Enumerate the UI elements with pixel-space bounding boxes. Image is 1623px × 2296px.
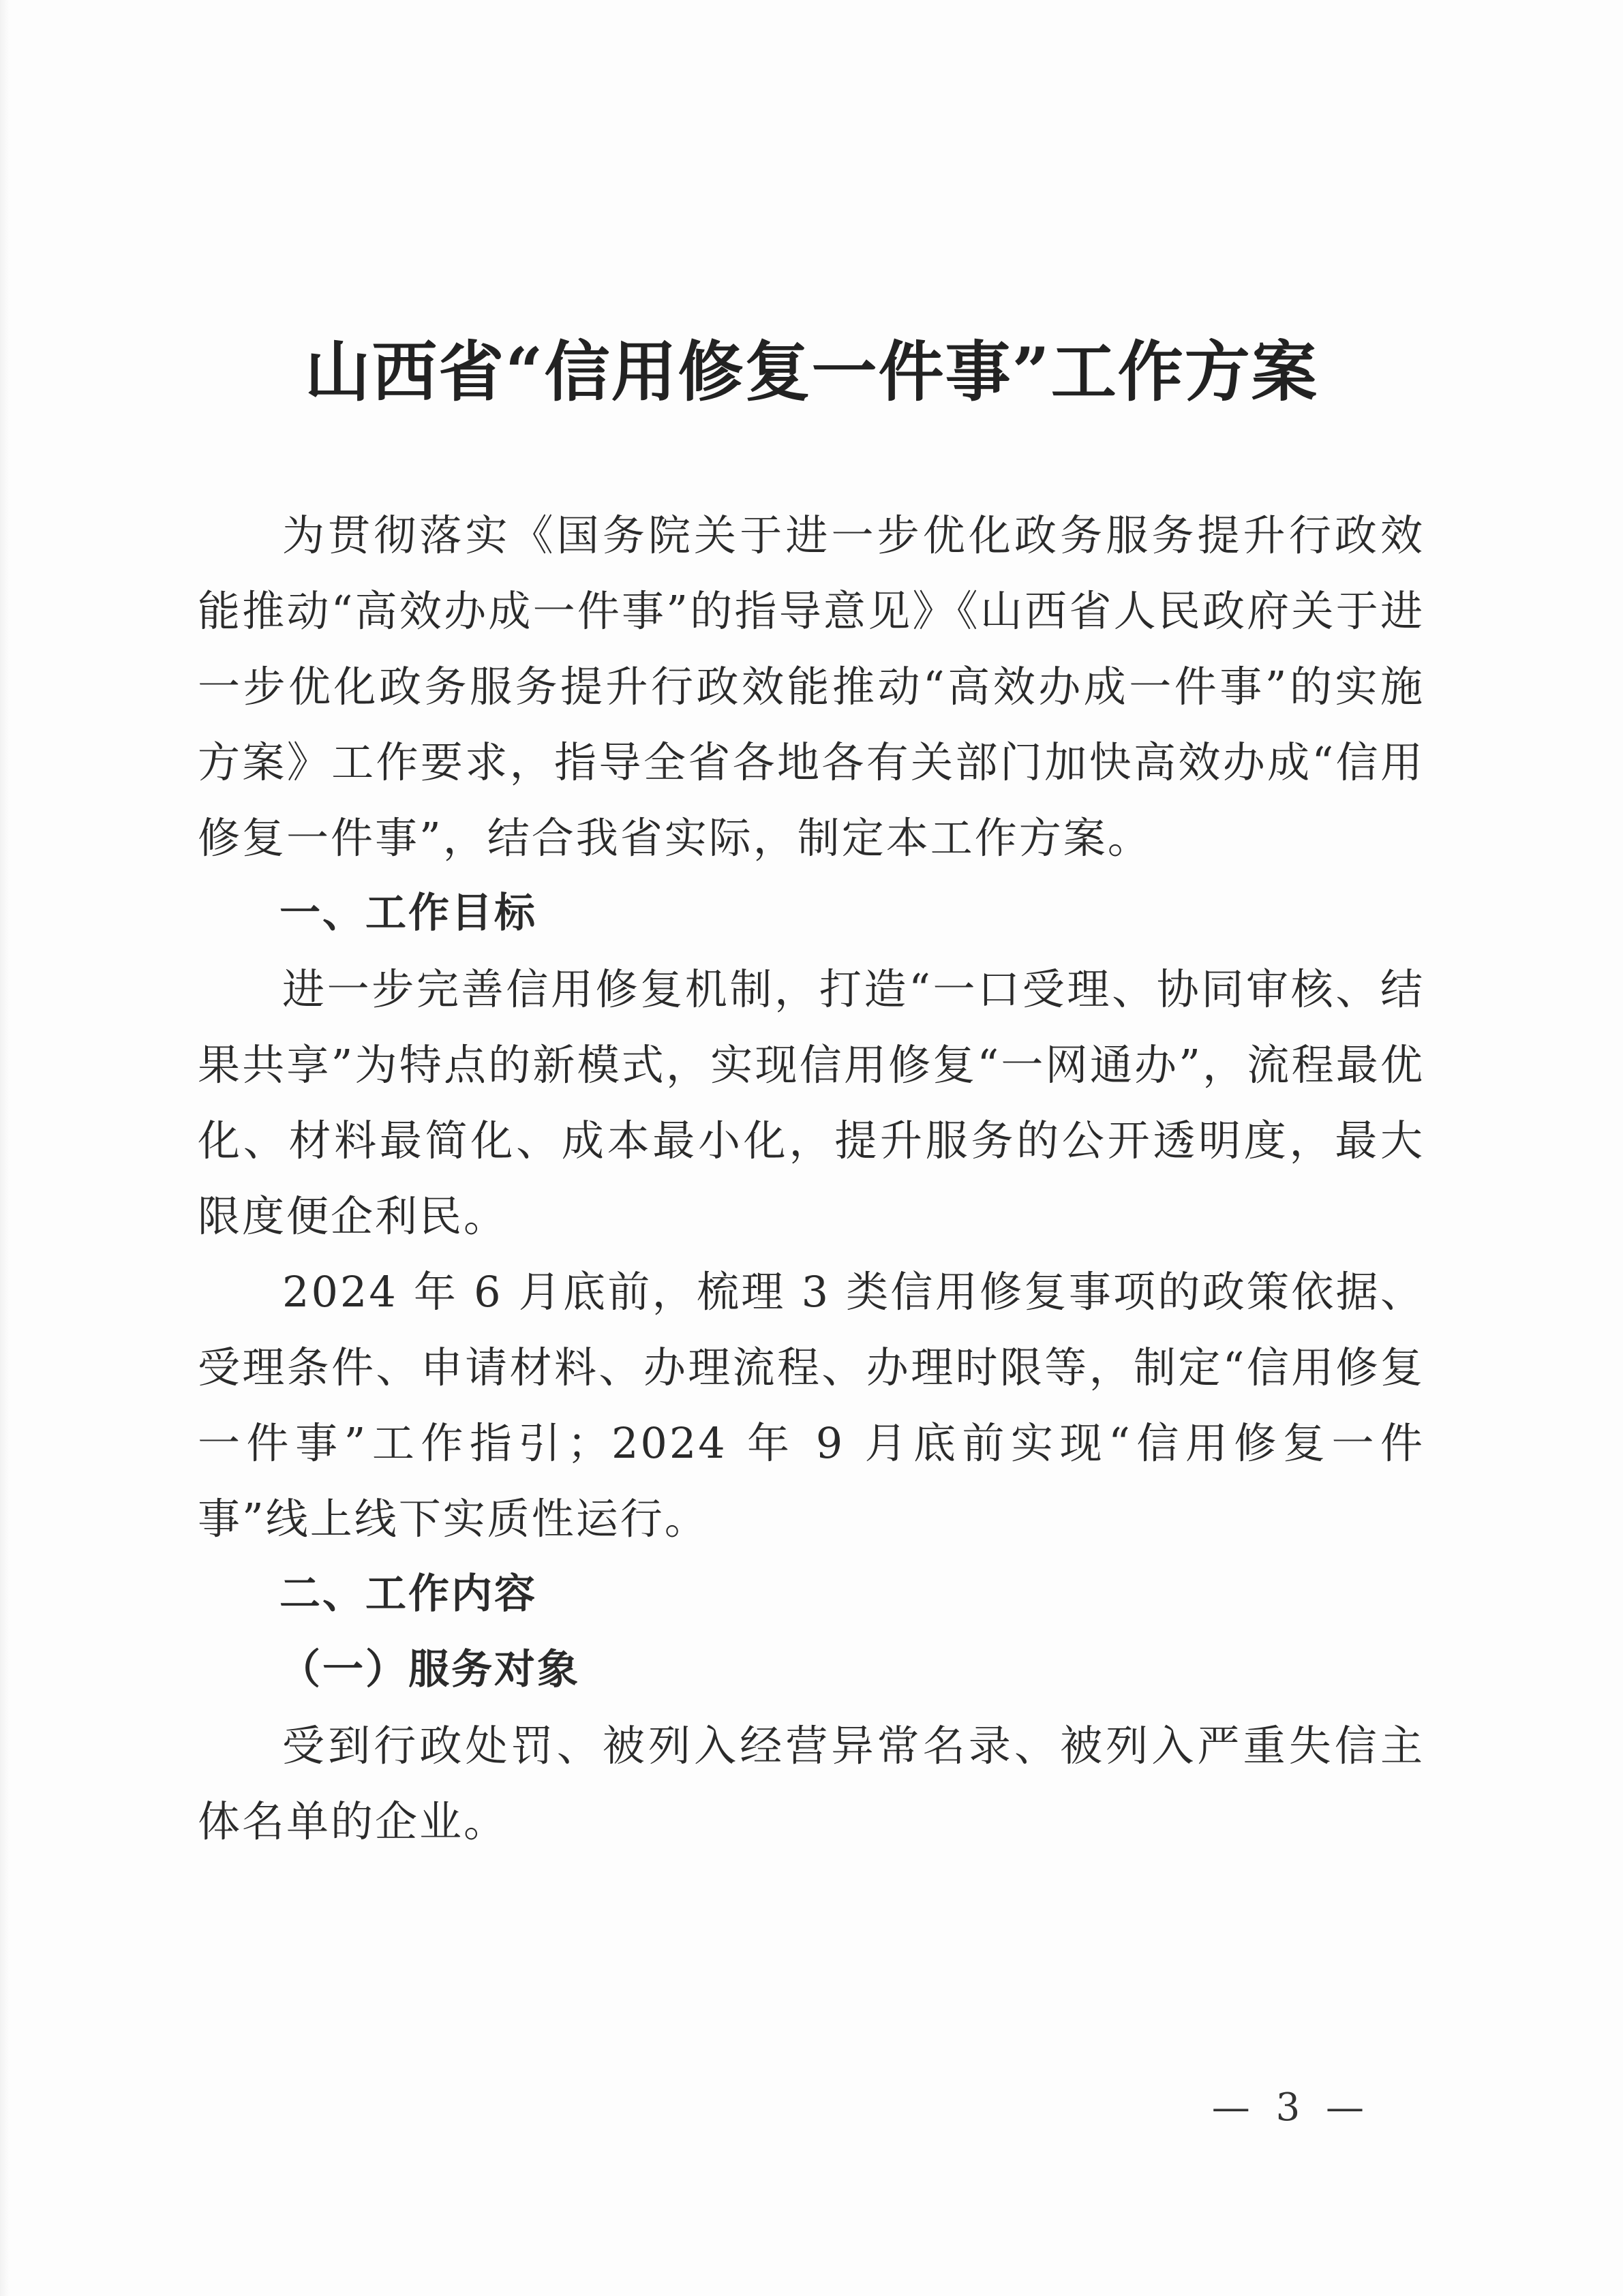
section-heading-goals: 一、工作目标 [279,889,537,937]
timeline-paragraph: 2024 年 6 月底前，梳理 3 类信用修复事项的政策依据、受理条件、申请材料、办理流程、办理时限等，制定“信用修复一件事”工作指引；2024 年 9 月底前实现“信用修复一件事”线上线下实质性运行。 [198,1267,1425,1544]
section-heading-content: 二、工作内容 [279,1570,537,1618]
document-body [198,498,1425,1859]
intro-paragraph: 为贯彻落实《国务院关于进一步优化政务服务提升行政效能推动“高效办成一件事”的指导意见》《山西省人民政府关于进一步优化政务服务提升行政效能推动“高效办成一件事”的实施方案》工作要求，指导全省各地各有关部门加快高效办成“信用修复一件事”，结合我省实际，制定本工作方案。 [198,510,1425,863]
document-title: 山西省“信用修复一件事”工作方案 [305,333,1318,410]
service-target-paragraph: 受到行政处罚、被列入经营异常名录、被列入严重失信主体名单的企业。 [198,1721,1425,1846]
goals-paragraph: 进一步完善信用修复机制，打造“一口受理、协同审核、结果共享”为特点的新模式，实现信用修复“一网通办”，流程最优化、材料最简化、成本最小化，提升服务的公开透明度，最大限度便企利民。 [198,964,1425,1241]
page-number: — 3 — [1211,2085,1371,2130]
subsection-heading-service-target: （一）服务对象 [279,1646,580,1694]
